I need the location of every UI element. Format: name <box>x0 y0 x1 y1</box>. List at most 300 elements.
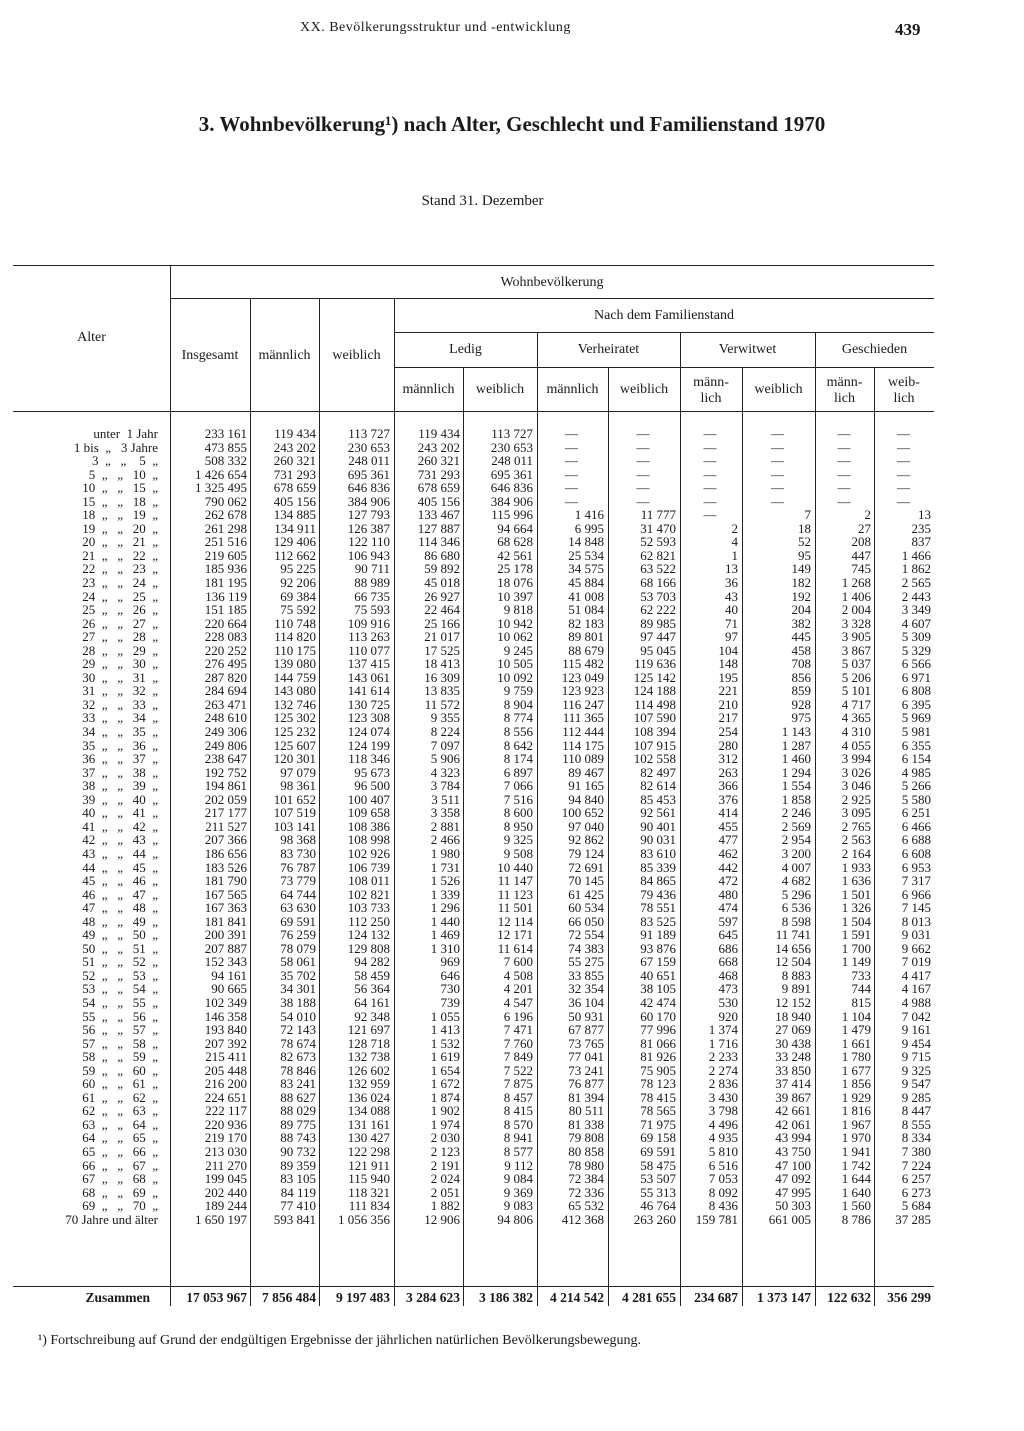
table-cell: 88 743 <box>280 1130 316 1146</box>
table-cell: 37 285 <box>895 1211 931 1227</box>
table-cell: 4 <box>731 534 738 550</box>
table-cell: 12 171 <box>497 927 533 943</box>
table-cell: 695 361 <box>490 466 533 482</box>
table-cell: 10 942 <box>497 615 533 631</box>
table-row <box>0 725 1024 739</box>
table-cell: 4 055 <box>841 737 871 753</box>
table-cell: 462 <box>718 845 738 861</box>
table-cell: 4 365 <box>841 710 871 726</box>
table-cell: 123 049 <box>561 669 604 685</box>
table-cell: 6 808 <box>901 683 931 699</box>
table-cell: 6 257 <box>901 1171 931 1187</box>
header-verheiratet: Verheiratet <box>577 342 640 357</box>
table-cell: 412 368 <box>561 1211 604 1227</box>
table-cell: 219 605 <box>204 547 247 563</box>
table-cell: 124 132 <box>347 927 390 943</box>
table-cell: 89 985 <box>640 615 676 631</box>
table-cell: 124 074 <box>347 724 390 740</box>
table-cell: 95 673 <box>354 764 390 780</box>
table-cell: 5 037 <box>841 656 871 672</box>
table-cell: 47 092 <box>775 1171 811 1187</box>
table-cell: 1 661 <box>841 1035 871 1051</box>
table-cell: — <box>636 493 650 509</box>
table-cell: 1 339 <box>430 886 460 902</box>
table-cell: 143 080 <box>273 683 316 699</box>
table-cell: 108 998 <box>347 832 390 848</box>
table-cell: 68 628 <box>497 534 533 550</box>
table-cell: 63 630 <box>280 900 316 916</box>
table-row <box>0 861 1024 875</box>
table-cell: 58 475 <box>640 1157 676 1173</box>
table-cell: 9 454 <box>901 1035 931 1051</box>
table-cell: 81 066 <box>640 1035 676 1051</box>
table-cell: 243 202 <box>417 439 460 455</box>
age-label: 1 bis „ 3 Jahre <box>73 439 158 455</box>
table-cell: 96 500 <box>354 778 390 794</box>
table-cell: 91 165 <box>568 778 604 794</box>
age-label: 41 „ „ 42 „ <box>82 818 158 834</box>
table-cell: 108 011 <box>348 873 390 889</box>
table-row <box>0 671 1024 685</box>
table-cell: 65 532 <box>568 1198 604 1214</box>
table-cell: 60 534 <box>568 900 604 916</box>
table-cell: 192 <box>791 588 811 604</box>
table-cell: 468 <box>718 967 738 983</box>
table-row <box>0 1064 1024 1078</box>
table-cell: 148 <box>718 656 738 672</box>
table-cell: 123 923 <box>561 683 604 699</box>
table-cell: 79 436 <box>640 886 676 902</box>
table-cell: 41 008 <box>568 588 604 604</box>
table-cell: 75 593 <box>354 602 390 618</box>
table-row <box>0 454 1024 468</box>
age-label: 66 „ „ 67 „ <box>82 1157 158 1173</box>
table-cell: 1 874 <box>430 1089 460 1105</box>
table-cell: 5 296 <box>781 886 811 902</box>
table-cell: 126 602 <box>347 1062 390 1078</box>
age-label: 64 „ „ 65 „ <box>82 1130 158 1146</box>
table-cell: 98 361 <box>280 778 316 794</box>
header-weiblich: weiblich <box>332 348 381 363</box>
table-row <box>0 820 1024 834</box>
age-label: 68 „ „ 69 „ <box>82 1184 158 1200</box>
table-cell: 224 651 <box>204 1089 247 1105</box>
table-cell: 217 177 <box>204 805 247 821</box>
total-label: Zusammen <box>85 1290 150 1305</box>
table-cell: 1 479 <box>841 1022 871 1038</box>
table-cell: 47 995 <box>775 1184 811 1200</box>
table-cell: 11 741 <box>775 927 811 943</box>
table-cell: 72 691 <box>568 859 604 875</box>
table-cell: 102 349 <box>204 994 247 1010</box>
table-cell: 167 565 <box>204 886 247 902</box>
table-cell: 50 303 <box>775 1198 811 1214</box>
table-cell: 149 <box>791 561 811 577</box>
table-cell: 2 164 <box>841 845 871 861</box>
age-label: 24 „ „ 25 „ <box>82 588 158 604</box>
table-cell: 72 554 <box>568 927 604 943</box>
table-cell: 94 161 <box>211 967 247 983</box>
table-cell: — <box>636 439 650 455</box>
table-cell: 260 321 <box>273 453 316 469</box>
table-cell: 8 598 <box>781 913 811 929</box>
table-cell: — <box>565 466 578 482</box>
table-cell: 668 <box>718 954 738 970</box>
table-cell: 91 189 <box>640 927 676 943</box>
header-insgesamt: Insgesamt <box>181 348 239 363</box>
table-subtitle: Stand 31. Dezember <box>421 193 544 209</box>
running-head: XX. Bevölkerungsstruktur und -entwicklung <box>300 20 571 35</box>
table-cell: 859 <box>791 683 811 699</box>
table-cell: 2 004 <box>841 602 871 618</box>
table-cell: 40 <box>725 602 738 618</box>
table-cell: 182 <box>791 575 811 591</box>
table-cell: 243 202 <box>273 439 316 455</box>
table-cell: 110 175 <box>274 642 316 658</box>
table-cell: 384 906 <box>490 493 533 509</box>
table-cell: 6 251 <box>901 805 931 821</box>
table-cell: 72 143 <box>280 1022 316 1038</box>
table-cell: 1 560 <box>841 1198 871 1214</box>
header-maennlich: männlich <box>258 348 311 363</box>
table-cell: 113 727 <box>491 426 533 441</box>
table-cell: 208 <box>851 534 871 550</box>
table-cell: 287 820 <box>204 669 247 685</box>
table-cell: 5 969 <box>901 710 931 726</box>
table-cell: 1 056 356 <box>338 1211 390 1227</box>
table-cell: 4 607 <box>901 615 931 631</box>
table-cell: 207 887 <box>204 940 247 956</box>
table-cell: 132 738 <box>347 1049 390 1065</box>
table-cell: 13 835 <box>424 683 460 699</box>
table-cell: 186 656 <box>204 845 247 861</box>
table-cell: 108 386 <box>347 818 390 834</box>
table-cell: 5 906 <box>430 751 460 767</box>
table-cell: 254 <box>718 724 738 740</box>
table-cell: 16 309 <box>424 669 460 685</box>
table-cell: 125 607 <box>273 737 316 753</box>
table-cell: 8 555 <box>901 1116 931 1132</box>
table-cell: 12 906 <box>424 1211 460 1227</box>
table-row <box>0 1104 1024 1118</box>
header-verheiratet-maennlich: männlich <box>546 382 599 397</box>
table-cell: 248 011 <box>348 453 390 469</box>
table-cell: 1 902 <box>430 1103 460 1119</box>
table-cell: 106 943 <box>347 547 390 563</box>
table-cell: 382 <box>791 615 811 631</box>
table-cell: 106 739 <box>347 859 390 875</box>
table-row <box>0 549 1024 563</box>
table-row <box>0 996 1024 1010</box>
table-cell: 7 053 <box>708 1171 738 1187</box>
table-cell: 11 123 <box>497 886 533 902</box>
table-row <box>0 1172 1024 1186</box>
table-cell: 82 183 <box>568 615 604 631</box>
table-cell: 1 460 <box>781 751 811 767</box>
table-cell: 9 112 <box>504 1157 533 1173</box>
table-cell: 11 501 <box>497 900 533 916</box>
table-cell: 202 440 <box>204 1184 247 1200</box>
table-cell: 92 348 <box>354 1008 390 1024</box>
table-cell: 3 026 <box>841 764 871 780</box>
table-cell: 3 994 <box>841 751 871 767</box>
table-cell: 3 867 <box>841 642 871 658</box>
table-cell: 9 245 <box>503 642 533 658</box>
table-cell: 1 644 <box>841 1171 871 1187</box>
table-cell: 6 395 <box>901 696 931 712</box>
table-cell: 6 536 <box>781 900 811 916</box>
table-cell: 61 425 <box>568 886 604 902</box>
table-cell: 5 981 <box>901 724 931 740</box>
header-ledig-weiblich: weiblich <box>475 382 525 397</box>
table-row <box>0 644 1024 658</box>
table-cell: 1 640 <box>841 1184 871 1200</box>
age-label: 45 „ „ 46 „ <box>82 873 158 889</box>
table-cell: 32 354 <box>568 981 604 997</box>
age-label: 19 „ „ 20 „ <box>82 520 158 536</box>
table-cell: 1 941 <box>841 1143 871 1159</box>
table-cell: 111 834 <box>348 1198 390 1214</box>
table-cell: 928 <box>791 696 811 712</box>
table-cell: 88 029 <box>280 1103 316 1119</box>
table-cell: 8 224 <box>430 724 460 740</box>
age-label: 65 „ „ 66 „ <box>82 1143 158 1159</box>
table-cell: 50 931 <box>568 1008 604 1024</box>
table-cell: 85 339 <box>640 859 676 875</box>
table-row <box>0 1091 1024 1105</box>
table-cell: 1 325 495 <box>195 480 247 496</box>
table-row <box>0 1213 1024 1227</box>
table-cell: 1 287 <box>781 737 811 753</box>
table-cell: 62 222 <box>640 602 676 618</box>
table-cell: 125 232 <box>273 724 316 740</box>
table-cell: 43 <box>725 588 738 604</box>
table-cell: 88 627 <box>280 1089 316 1105</box>
table-cell: 5 309 <box>901 629 931 645</box>
table-cell: — <box>837 453 851 469</box>
table-cell: 113 727 <box>348 426 390 441</box>
table-cell: 64 161 <box>354 994 390 1010</box>
table-cell: 74 383 <box>568 940 604 956</box>
table-cell: 130 427 <box>347 1130 390 1146</box>
table-cell: 8 436 <box>708 1198 738 1214</box>
table-cell: 1 700 <box>841 940 871 956</box>
table-cell: 5 810 <box>708 1143 738 1159</box>
table-cell: 10 092 <box>497 669 533 685</box>
table-cell: 134 088 <box>347 1103 390 1119</box>
table-cell: 110 077 <box>348 642 390 658</box>
table-row <box>0 630 1024 644</box>
table-cell: 107 915 <box>633 737 676 753</box>
header-verheiratet-weiblich: weiblich <box>619 382 669 397</box>
table-cell: 66 735 <box>354 588 390 604</box>
table-row <box>0 684 1024 698</box>
table-cell: 84 865 <box>640 873 676 889</box>
table-cell: 47 100 <box>775 1157 811 1173</box>
table-cell: 124 199 <box>347 737 390 753</box>
age-label: 5 „ „ 10 „ <box>88 466 158 482</box>
table-cell: 405 156 <box>417 493 460 509</box>
header-familienstand: Nach dem Familienstand <box>594 308 734 323</box>
table-cell: 18 076 <box>497 575 533 591</box>
table-cell: 5 206 <box>841 669 871 685</box>
table-cell: 42 561 <box>497 547 533 563</box>
table-cell: 1 526 <box>430 873 460 889</box>
table-cell: 221 <box>718 683 738 699</box>
table-cell: 107 590 <box>633 710 676 726</box>
table-cell: 77 041 <box>568 1049 604 1065</box>
table-cell: 5 329 <box>901 642 931 658</box>
age-label: 52 „ „ 53 „ <box>82 967 158 983</box>
table-row <box>0 779 1024 793</box>
table-cell: 249 306 <box>204 724 247 740</box>
table-cell: 120 301 <box>273 751 316 767</box>
table-cell: 80 858 <box>568 1143 604 1159</box>
table-cell: 376 <box>718 791 738 807</box>
table-cell: 33 855 <box>568 967 604 983</box>
table-cell: — <box>771 466 784 482</box>
table-cell: 10 397 <box>497 588 533 604</box>
table-cell: — <box>565 439 578 455</box>
table-cell: 62 821 <box>640 547 676 563</box>
table-cell: 25 178 <box>497 561 533 577</box>
table-cell: 89 775 <box>280 1116 316 1132</box>
age-label: 40 „ „ 41 „ <box>82 805 158 821</box>
table-cell: 7 317 <box>901 873 931 889</box>
table-cell: 67 877 <box>568 1022 604 1038</box>
table-cell: 9 759 <box>503 683 533 699</box>
table-cell: 77 996 <box>640 1022 676 1038</box>
table-cell: 9 083 <box>503 1198 533 1214</box>
table-cell: 1 143 <box>781 724 811 740</box>
table-cell: 9 084 <box>503 1171 533 1187</box>
table-cell: 34 301 <box>280 981 316 997</box>
table-cell: 2 565 <box>901 575 931 591</box>
table-cell: 78 079 <box>280 940 316 956</box>
table-cell: 125 302 <box>273 710 316 726</box>
table-cell: 6 966 <box>901 886 931 902</box>
table-cell: 3 349 <box>901 602 931 618</box>
table-cell: 745 <box>851 561 871 577</box>
table-cell: 2 954 <box>781 832 811 848</box>
table-cell: 83 525 <box>640 913 676 929</box>
table-cell: 366 <box>718 778 738 794</box>
table-cell: 90 031 <box>640 832 676 848</box>
table-cell: — <box>565 453 578 469</box>
table-cell: 27 069 <box>775 1022 811 1038</box>
table-row <box>0 1186 1024 1200</box>
table-cell: — <box>897 493 910 509</box>
age-label: 47 „ „ 48 „ <box>82 900 158 916</box>
table-row <box>0 1118 1024 1132</box>
table-cell: 7 471 <box>503 1022 533 1038</box>
table-cell: 4 547 <box>503 994 533 1010</box>
table-cell: 107 519 <box>273 805 316 821</box>
table-cell: 132 746 <box>273 696 316 712</box>
table-cell: 109 916 <box>347 615 390 631</box>
table-cell: 2 051 <box>430 1184 460 1200</box>
table-cell: 36 104 <box>568 994 604 1010</box>
table-cell: 90 732 <box>280 1143 316 1159</box>
table-cell: 11 147 <box>497 873 533 889</box>
table-cell: 104 <box>718 642 738 658</box>
table-cell: 122 632 <box>827 1290 871 1305</box>
age-label: 55 „ „ 56 „ <box>82 1008 158 1024</box>
table-cell: 1 469 <box>430 927 460 943</box>
header-alter: Alter <box>77 330 106 345</box>
table-cell: 119 434 <box>274 426 316 441</box>
table-cell: 71 <box>725 615 738 631</box>
table-cell: 9 662 <box>901 940 931 956</box>
table-cell: 69 591 <box>280 913 316 929</box>
table-cell: 108 394 <box>633 724 676 740</box>
header-wohnbevoelkerung: Wohnbevölkerung <box>500 275 604 290</box>
table-row <box>0 535 1024 549</box>
table-cell: 220 252 <box>204 642 247 658</box>
table-row <box>0 928 1024 942</box>
table-cell: 129 406 <box>273 534 316 550</box>
table-cell: 3 186 382 <box>479 1290 533 1305</box>
table-cell: 76 787 <box>280 859 316 875</box>
table-cell: 1 426 654 <box>195 466 247 482</box>
header-geschieden-maennlich: männ- lich <box>826 375 863 406</box>
table-cell: 46 764 <box>640 1198 676 1214</box>
table-cell: 92 862 <box>568 832 604 848</box>
table-cell: 7 522 <box>503 1062 533 1078</box>
table-cell: 646 836 <box>347 480 390 496</box>
table-row <box>0 915 1024 929</box>
table-cell: 7 019 <box>901 954 931 970</box>
table-cell: 2 <box>864 507 871 523</box>
table-cell: 2 443 <box>901 588 931 604</box>
table-cell: 3 200 <box>781 845 811 861</box>
table-cell: 8 174 <box>503 751 533 767</box>
table-cell: 7 875 <box>503 1076 533 1092</box>
table-cell: 1 591 <box>841 927 871 943</box>
table-cell: 181 790 <box>204 873 247 889</box>
table-cell: 45 018 <box>424 575 460 591</box>
table-row <box>0 942 1024 956</box>
table-cell: 405 156 <box>273 493 316 509</box>
table-cell: 60 170 <box>640 1008 676 1024</box>
table-cell: 72 384 <box>568 1171 604 1187</box>
table-cell: 9 161 <box>901 1022 931 1038</box>
age-label: 57 „ „ 58 „ <box>82 1035 158 1051</box>
age-label: 53 „ „ 54 „ <box>82 981 158 997</box>
table-cell: 25 166 <box>424 615 460 631</box>
table-cell: 4 201 <box>503 981 533 997</box>
table-cell: 7 097 <box>430 737 460 753</box>
table-cell: 115 996 <box>491 507 533 523</box>
table-cell: 181 195 <box>204 575 247 591</box>
table-row <box>0 468 1024 482</box>
table-cell: 118 321 <box>348 1184 390 1200</box>
table-cell: 121 911 <box>348 1157 390 1173</box>
table-cell: 1 677 <box>841 1062 871 1078</box>
table-cell: 119 636 <box>634 656 676 672</box>
table-title: 3. Wohnbevölkerung¹) nach Alter, Geschlecht und Familienstand 1970 <box>198 112 826 136</box>
table-cell: 262 678 <box>204 507 247 523</box>
table-cell: 1 416 <box>574 507 604 523</box>
table-cell: 9 325 <box>901 1062 931 1078</box>
header-verwitwet-weiblich: weiblich <box>754 382 803 397</box>
table-cell: 1 742 <box>841 1157 871 1173</box>
table-cell: 81 394 <box>568 1089 604 1105</box>
table-cell: 686 <box>718 940 738 956</box>
table-cell: 137 415 <box>347 656 390 672</box>
table-cell: 8 883 <box>781 967 811 983</box>
table-cell: 51 084 <box>568 602 604 618</box>
